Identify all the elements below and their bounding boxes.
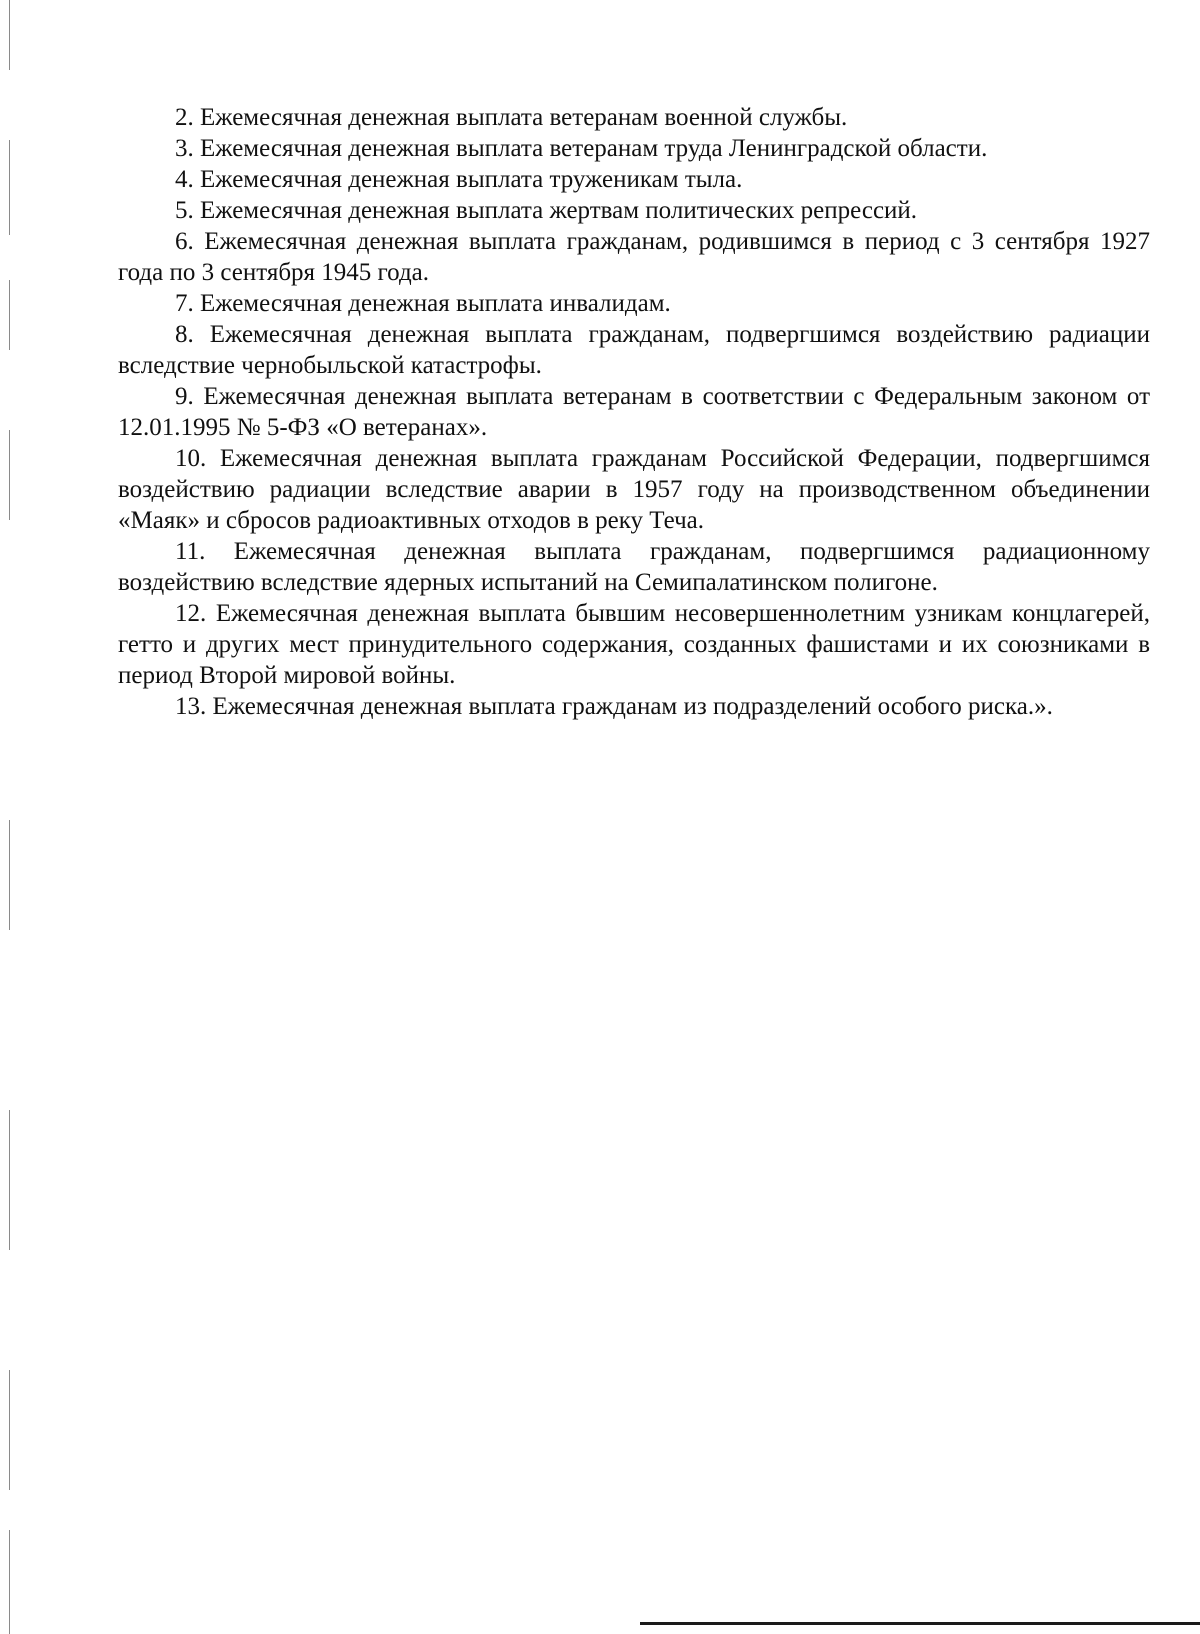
list-item: 5. Ежемесячная денежная выплата жертвам политических репрессий. — [175, 197, 918, 224]
list-item: 8. Ежемесячная денежная выплата гражданам, подвергшимся воздействию радиации вследствие чернобыльской катастрофы. — [118, 321, 1150, 379]
scan-edge-mark — [9, 430, 10, 520]
list-item: 12. Ежемесячная денежная выплата бывшим несовершеннолетним узникам концлагерей, гетто и других мест принудительного содержания, созданных фашистами и их союзниками в период Второй мировой войны. — [118, 600, 1150, 689]
list-item: 11. Ежемесячная денежная выплата гражданам, подвергшимся радиационному воздействию вследствие ядерных испытаний на Семипалатинском полигоне. — [118, 538, 1150, 596]
list-item: 10. Ежемесячная денежная выплата гражданам Российской Федерации, подвергшимся воздействию радиации вследствие аварии в 1957 году на производственном объединении «Маяк» и сбросов радиоактивных отходов в реку Теча. — [118, 445, 1150, 534]
scan-edge-mark — [9, 1110, 10, 1250]
list-item: 9. Ежемесячная денежная выплата ветеранам в соответствии с Федеральным законом от 12.01.1995 № 5-ФЗ «О ветеранах». — [118, 383, 1150, 441]
scan-bottom-edge — [640, 1622, 1200, 1625]
scan-edge-mark — [9, 1530, 10, 1634]
scan-edge-mark — [9, 0, 10, 70]
document-body — [118, 102, 1150, 722]
scan-edge-mark — [9, 1370, 10, 1490]
list-item: 7. Ежемесячная денежная выплата инвалидам. — [175, 290, 671, 317]
scan-edge-mark — [9, 140, 10, 235]
list-item: 2. Ежемесячная денежная выплата ветеранам военной службы. — [175, 104, 848, 131]
scan-edge-mark — [9, 280, 10, 350]
list-item: 3. Ежемесячная денежная выплата ветеранам труда Ленинградской области. — [175, 135, 988, 162]
list-item: 4. Ежемесячная денежная выплата труженикам тыла. — [175, 166, 743, 193]
list-item: 13. Ежемесячная денежная выплата гражданам из подразделений особого риска.». — [175, 693, 1053, 720]
list-item: 6. Ежемесячная денежная выплата гражданам, родившимся в период с 3 сентября 1927 года по 3 сентября 1945 года. — [118, 228, 1150, 286]
scan-edge-mark — [9, 820, 10, 930]
